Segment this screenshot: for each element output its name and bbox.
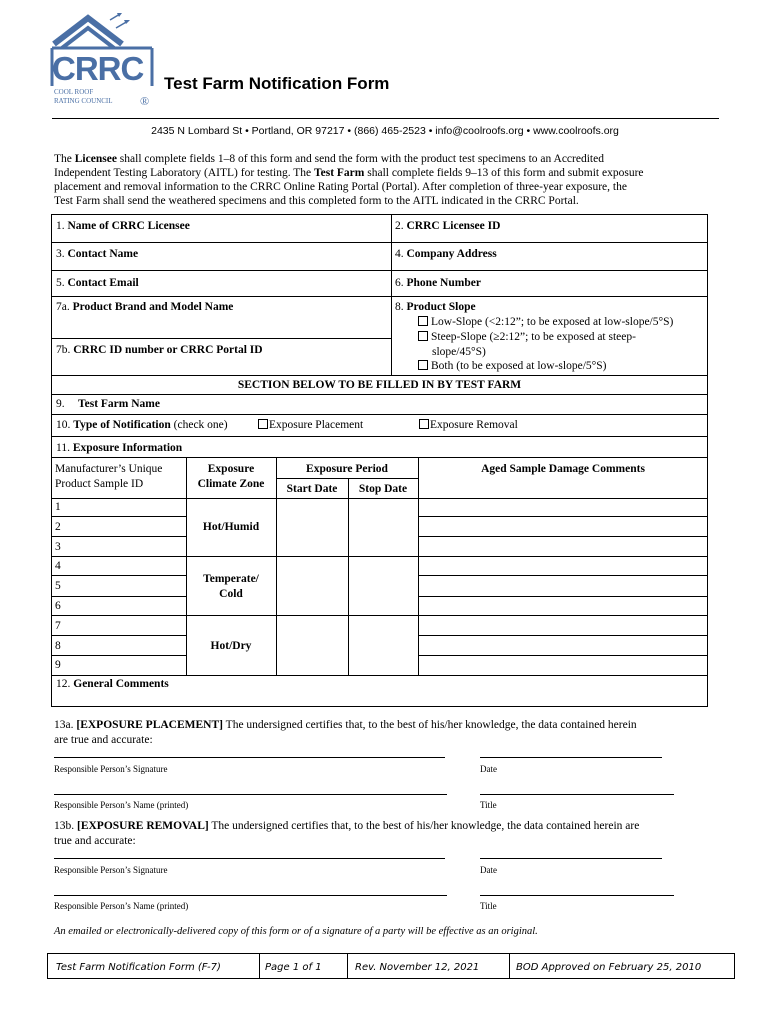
field-11-label: [56, 441, 182, 455]
grid-line: [418, 575, 708, 576]
field-number: 2.: [395, 220, 407, 232]
product-brand-input[interactable]: [52, 314, 390, 337]
zone-hot-humid: Hot/Humid: [202, 521, 260, 533]
option-label: Exposure Removal: [430, 419, 518, 431]
footer-approved: BOD Approved on February 25, 2010: [516, 962, 702, 973]
slope-option-both[interactable]: [418, 359, 606, 373]
col-header-period: Exposure Period: [306, 463, 388, 475]
col-header-sample-id-2: Product Sample ID: [55, 478, 144, 490]
grid-line: [707, 214, 708, 706]
field-title: Contact Email: [67, 277, 139, 289]
col-header-sample-id-1: Manufacturer’s Unique: [55, 463, 163, 475]
title-line[interactable]: [480, 794, 674, 795]
printed-name-label: Responsible Person’s Name (printed): [54, 800, 189, 810]
field-number: 13b.: [54, 820, 77, 832]
licensee-id-input[interactable]: [392, 232, 706, 241]
intro-text: shall complete fields 1–8 of this form and send the form with the product test specimens to an Accredited: [116, 153, 604, 165]
field-title: Product Brand and Model Name: [72, 301, 234, 313]
grid-line: [51, 675, 708, 676]
certify-removal-line-1: [54, 819, 639, 833]
grid-line: [51, 214, 708, 215]
row-number: 5: [55, 580, 61, 592]
slope-option-low[interactable]: [418, 315, 673, 329]
slope-option-steep[interactable]: [418, 330, 636, 344]
zone-hot-dry: Hot/Dry: [210, 640, 252, 652]
checkbox-exposure-placement[interactable]: [258, 419, 268, 429]
footer-revision: Rev. November 12, 2021: [355, 962, 480, 973]
certify-placement-line-1: [54, 718, 637, 732]
field-10-label: [56, 418, 228, 432]
certify-placement-line-2: are true and accurate:: [54, 734, 153, 746]
grid-line: [51, 394, 708, 395]
grid-line: [51, 270, 708, 271]
logo-mark: CRRC: [52, 50, 144, 87]
field-title: Phone Number: [406, 277, 481, 289]
printed-name-label: Responsible Person’s Name (printed): [54, 901, 189, 911]
grid-line: [418, 596, 708, 597]
option-label: Low-Slope (<2:12”; to be exposed at low-slope/5°S): [431, 316, 674, 328]
company-address-input[interactable]: [392, 260, 706, 269]
grid-line: [51, 242, 708, 243]
grid-line: [51, 556, 418, 557]
grid-line: [51, 296, 708, 297]
zone-temperate-1: Temperate/: [203, 573, 259, 585]
certify-heading: [EXPOSURE REMOVAL]: [77, 820, 209, 832]
contact-email-input[interactable]: [52, 288, 390, 295]
grid-line: [51, 596, 186, 597]
grid-line: [418, 655, 708, 656]
intro-line-1: [54, 152, 604, 166]
grid-line: [418, 457, 419, 675]
field-number: 13a.: [54, 719, 77, 731]
contact-line: 2435 N Lombard St • Portland, OR 97217 • (866) 465-2523 • info@coolroofs.org • www.coolroofs.org: [151, 125, 619, 137]
checkbox-both-slopes[interactable]: [418, 360, 428, 370]
field-hint: (check one): [170, 419, 228, 431]
row-number: 6: [55, 600, 61, 612]
intro-text: Independent Testing Laboratory (AITL) for testing. The: [54, 167, 314, 179]
row-number: 4: [55, 560, 61, 572]
grid-line: [51, 375, 708, 376]
intro-line-4: Test Farm shall send the weathered specimens and this completed form to the AITL indicated in the CRRC Portal.: [54, 195, 579, 207]
intro-bold-test-farm: Test Farm: [314, 167, 365, 179]
footnote: An emailed or electronically-delivered copy of this form or of a signature of a party will be effective as an original.: [54, 926, 538, 937]
field-number: 4.: [395, 248, 407, 260]
grid-line: [51, 414, 708, 415]
slope-option-steep-cont: slope/45°S): [432, 346, 486, 358]
field-number: 10.: [56, 419, 74, 431]
field-3-label: [56, 247, 138, 261]
field-4-label: [395, 247, 497, 261]
grid-line: [347, 953, 348, 979]
field-number: 12.: [56, 678, 74, 690]
field-title: Company Address: [406, 248, 497, 260]
field-number: 11.: [56, 442, 73, 454]
field-title: CRRC ID number or CRRC Portal ID: [73, 344, 263, 356]
certify-text: The undersigned certifies that, to the best of his/her knowledge, the data contained herein: [223, 719, 637, 731]
registered-mark: ®: [140, 94, 150, 108]
date-line[interactable]: [480, 858, 662, 859]
signature-label: Responsible Person’s Signature: [54, 865, 168, 875]
grid-line: [51, 498, 708, 499]
grid-line: [51, 635, 186, 636]
field-number: 8.: [395, 301, 407, 313]
header-rule: [52, 118, 719, 119]
grid-line: [51, 575, 186, 576]
zone-temperate-2: Cold: [219, 588, 243, 600]
row-number: 2: [55, 521, 61, 533]
field-title: Type of Notification: [73, 419, 171, 431]
field-number: 1.: [56, 220, 68, 232]
intro-line-3: placement and removal information to the CRRC Online Rating Portal (Portal). After completion of three-year exposure, the: [54, 181, 627, 193]
col-header-start-date: Start Date: [286, 483, 338, 495]
field-7b-label: [56, 343, 263, 357]
grid-line: [259, 953, 260, 979]
crrc-logo: [48, 8, 160, 112]
field-8-label: [395, 300, 476, 314]
checkbox-steep-slope[interactable]: [418, 331, 428, 341]
field-title: Name of CRRC Licensee: [67, 220, 190, 232]
field-title: Contact Name: [67, 248, 139, 260]
field-number: 7b.: [56, 344, 74, 356]
field-title: Exposure Information: [72, 442, 183, 454]
date-label: Date: [480, 764, 497, 774]
crrc-id-input[interactable]: [52, 357, 390, 374]
title-line[interactable]: [480, 895, 674, 896]
section-header: SECTION BELOW TO BE FILLED IN BY TEST FARM: [237, 379, 522, 391]
checkbox-low-slope[interactable]: [418, 316, 428, 326]
row-number: 9: [55, 659, 61, 671]
option-label: Exposure Placement: [269, 419, 364, 431]
logo-line-2: RATING COUNCIL: [54, 97, 113, 105]
certify-removal-line-2: true and accurate:: [54, 835, 136, 847]
printed-name-line[interactable]: [54, 794, 447, 795]
certify-heading: [EXPOSURE PLACEMENT]: [76, 719, 223, 731]
grid-line: [276, 478, 418, 479]
field-title: Product Slope: [406, 301, 476, 313]
field-9-label: [56, 397, 65, 411]
signature-line[interactable]: [54, 858, 445, 859]
row-number: 8: [55, 640, 61, 652]
option-exposure-removal[interactable]: [419, 418, 518, 432]
title-label: Title: [480, 800, 497, 810]
grid-line: [418, 516, 708, 517]
test-farm-name-input[interactable]: [180, 397, 705, 412]
field-2-label: [395, 219, 500, 233]
col-header-zone-2: Climate Zone: [197, 478, 265, 490]
grid-line: [51, 516, 186, 517]
col-header-zone-1: Exposure: [207, 463, 255, 475]
signature-label: Responsible Person’s Signature: [54, 764, 168, 774]
grid-line: [418, 556, 708, 557]
grid-line: [51, 706, 708, 707]
grid-line: [51, 457, 708, 458]
col-header-comments: Aged Sample Damage Comments: [481, 463, 645, 475]
title-label: Title: [480, 901, 497, 911]
option-label: Both (to be exposed at low-slope/5°S): [431, 360, 607, 372]
grid-line: [51, 338, 391, 339]
field-title: General Comments: [73, 678, 169, 690]
certify-text: The undersigned certifies that, to the best of his/her knowledge, the data contained herein are: [208, 820, 640, 832]
grid-line: [418, 635, 708, 636]
field-number: 5.: [56, 277, 68, 289]
field-number: 3.: [56, 248, 68, 260]
row-number: 1: [55, 501, 61, 513]
licensee-name-input[interactable]: [52, 232, 390, 241]
footer-page: Page 1 of 1: [265, 962, 322, 973]
grid-line: [348, 478, 349, 675]
intro-text: shall complete fields 9–13 of this form and submit exposure: [364, 167, 644, 179]
signature-line[interactable]: [54, 757, 445, 758]
field-number: 7a.: [56, 301, 73, 313]
date-line[interactable]: [480, 757, 662, 758]
row-number: 3: [55, 541, 61, 553]
field-12-label: [56, 677, 169, 691]
grid-line: [418, 536, 708, 537]
field-number: 9.: [56, 398, 65, 410]
field-title: CRRC Licensee ID: [406, 220, 501, 232]
option-exposure-placement[interactable]: [258, 418, 363, 432]
contact-name-input[interactable]: [52, 260, 390, 269]
grid-line: [51, 655, 186, 656]
grid-line: [509, 953, 510, 979]
date-label: Date: [480, 865, 497, 875]
phone-number-input[interactable]: [392, 288, 706, 295]
option-label: Steep-Slope (≥2:12”; to be exposed at steep-: [431, 331, 636, 343]
page-title: Test Farm Notification Form: [164, 74, 390, 93]
intro-bold-licensee: Licensee: [74, 153, 117, 165]
grid-line: [51, 436, 708, 437]
field-1-label: [56, 219, 190, 233]
general-comments-input[interactable]: [52, 691, 706, 705]
field-number: 6.: [395, 277, 407, 289]
footer-form-name: Test Farm Notification Form (F-7): [56, 962, 221, 973]
field-7a-label: [56, 300, 233, 314]
checkbox-exposure-removal[interactable]: [419, 419, 429, 429]
grid-line: [51, 615, 418, 616]
field-9-title: Test Farm Name: [78, 398, 160, 410]
intro-line-2: [54, 166, 644, 180]
row-number: 7: [55, 620, 61, 632]
logo-line-1: COOL ROOF: [54, 88, 94, 96]
printed-name-line[interactable]: [54, 895, 447, 896]
grid-line: [51, 536, 186, 537]
intro-text: The: [54, 153, 75, 165]
col-header-stop-date: Stop Date: [358, 483, 408, 495]
grid-line: [418, 615, 708, 616]
